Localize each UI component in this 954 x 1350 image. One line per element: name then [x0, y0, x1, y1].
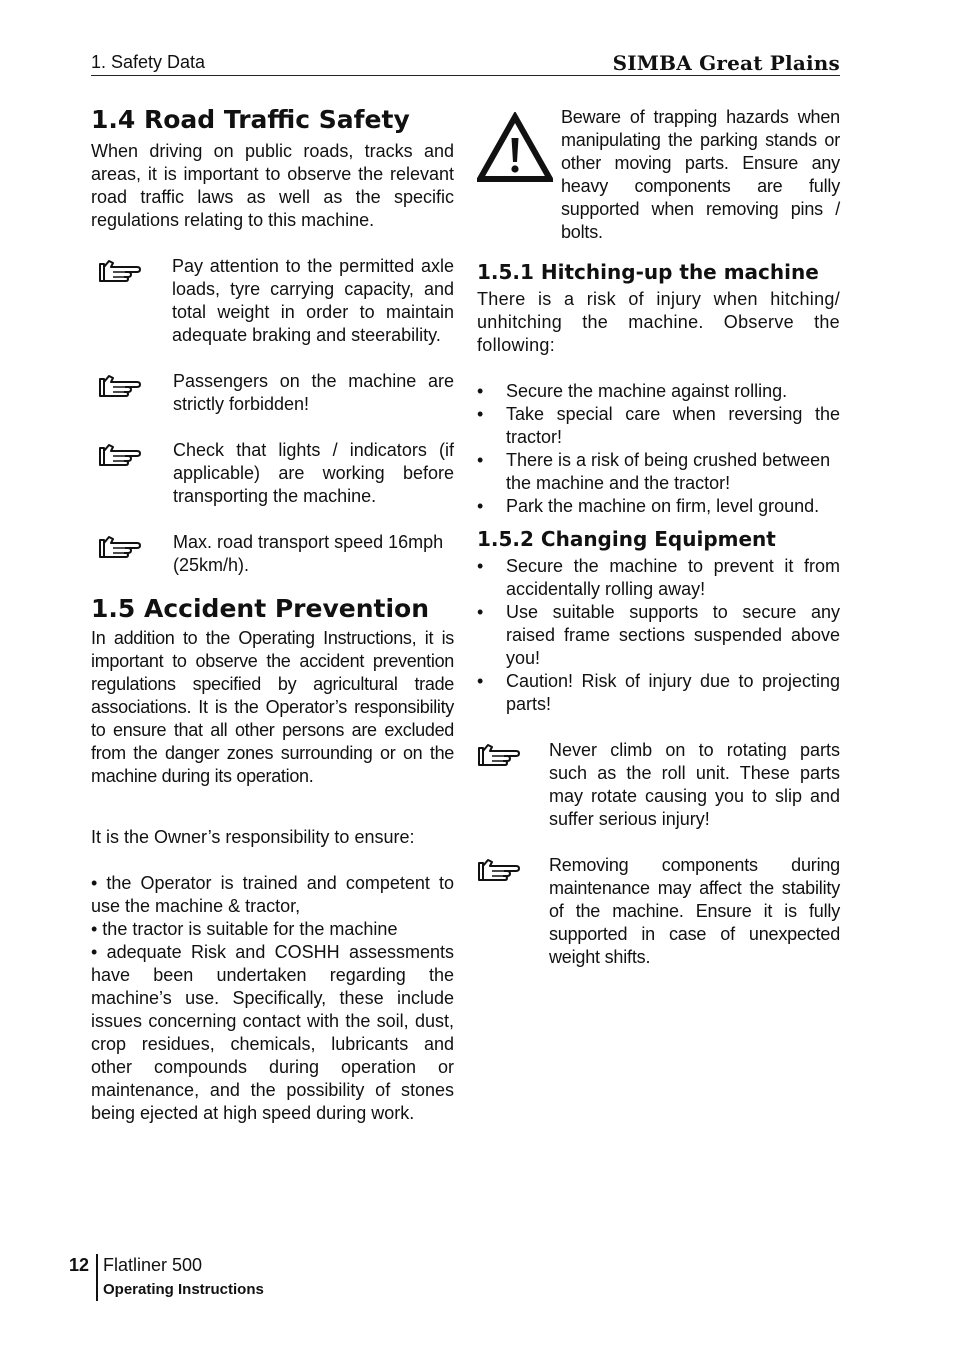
trapping-warning-text: Beware of trapping hazards when manipulating the parking stands or other moving parts. Ensure any heavy components are fully supported when removing pins / bolts. — [561, 107, 840, 242]
list-item: • Secure the machine to prevent it from accidentally rolling away! — [477, 555, 840, 601]
road-note-2 — [91, 370, 454, 416]
changing-note-2 — [477, 854, 840, 969]
road-note-3 — [91, 439, 454, 508]
list-item: • Park the machine on firm, level ground. — [477, 495, 840, 518]
owner-point-3: • adequate Risk and COSHH assessments have been undertaken regarding the machine’s use. Specifically, these include issues concerning contact with the soil, dust, crop residues, chemicals, lubricants and other compounds during operation or maintenance, and the possibility of stones being ejected at high speed during work. — [91, 942, 454, 1123]
hitching-list — [477, 380, 840, 518]
trapping-warning — [477, 106, 840, 244]
road-note-4 — [91, 531, 454, 577]
pointing-hand-icon — [91, 257, 145, 285]
hitching-heading: 1.5.1 Hitching-up the machine — [477, 260, 819, 284]
pointing-hand-icon — [91, 372, 145, 400]
list-item: • Take special care when reversing the tractor! — [477, 403, 840, 449]
changing-note-2-text: Removing components during maintenance may affect the stability of the machine. Ensure it is fully supported in case of unexpected weight shifts. — [549, 855, 840, 967]
accident-intro: In addition to the Operating Instructions, it is important to observe the accident prevention regulations specified by agricultural trade associations. It is the Operator’s responsibility to ensure that all other persons are excluded from the danger zones surrounding or on the machine during its operation. — [91, 628, 454, 786]
owner-point-2: • the tractor is suitable for the machine — [91, 919, 398, 939]
list-item: • Secure the machine against rolling. — [477, 380, 840, 403]
left-column — [91, 104, 454, 1125]
pointing-hand-icon — [91, 533, 145, 561]
footer-product: Flatliner 500 — [103, 1255, 203, 1275]
page-number: 12 — [69, 1255, 90, 1275]
hitching-intro: There is a risk of injury when hitching/ unhitching the machine. Observe the following: — [477, 289, 840, 355]
list-item: • Use suitable supports to secure any raised frame sections suspended above you! — [477, 601, 840, 670]
owner-lead: It is the Owner’s responsibility to ensure: — [91, 827, 415, 847]
footer-divider — [96, 1254, 98, 1301]
pointing-hand-icon — [477, 856, 531, 884]
list-item: • Caution! Risk of injury due to projecting parts! — [477, 670, 840, 716]
pointing-hand-icon — [91, 441, 145, 469]
changing-list — [477, 555, 840, 716]
pointing-hand-icon — [477, 741, 531, 769]
road-note-1 — [91, 255, 454, 347]
list-item: • There is a risk of being crushed between the machine and the tractor! — [477, 449, 840, 495]
road-note-2-text: Passengers on the machine are strictly forbidden! — [173, 371, 454, 414]
road-safety-heading: 1.4 Road Traffic Safety — [91, 105, 410, 134]
changing-note-1 — [477, 739, 840, 831]
road-safety-intro: When driving on public roads, tracks and areas, it is important to observe the relevant road traffic laws as well as the specific regulations relating to this machine. — [91, 141, 454, 230]
road-note-4-text: Max. road transport speed 16mph (25km/h). — [173, 532, 444, 575]
owner-point-1: • the Operator is trained and competent to use the machine & tractor, — [91, 873, 454, 916]
accident-heading: 1.5 Accident Prevention — [91, 594, 430, 623]
changing-note-1-text: Never climb on to rotating parts such as the roll unit. These parts may rotate causing you to slip and suffer serious injury! — [549, 740, 840, 829]
header-divider — [91, 75, 840, 76]
footer-subtitle: Operating Instructions — [103, 1281, 264, 1298]
road-note-3-text: Check that lights / indicators (if applicable) are working before transporting the machine. — [173, 440, 454, 506]
changing-heading: 1.5.2 Changing Equipment — [477, 527, 776, 551]
header-section-label: 1. Safety Data — [91, 52, 206, 72]
right-column — [477, 106, 840, 969]
warning-triangle-icon — [477, 112, 553, 182]
road-note-1-text: Pay attention to the permitted axle loads, tyre carrying capacity, and total weight in order to maintain adequate braking and steerability. — [172, 256, 454, 345]
brand-logo-text: SIMBA Great Plains — [612, 51, 840, 75]
